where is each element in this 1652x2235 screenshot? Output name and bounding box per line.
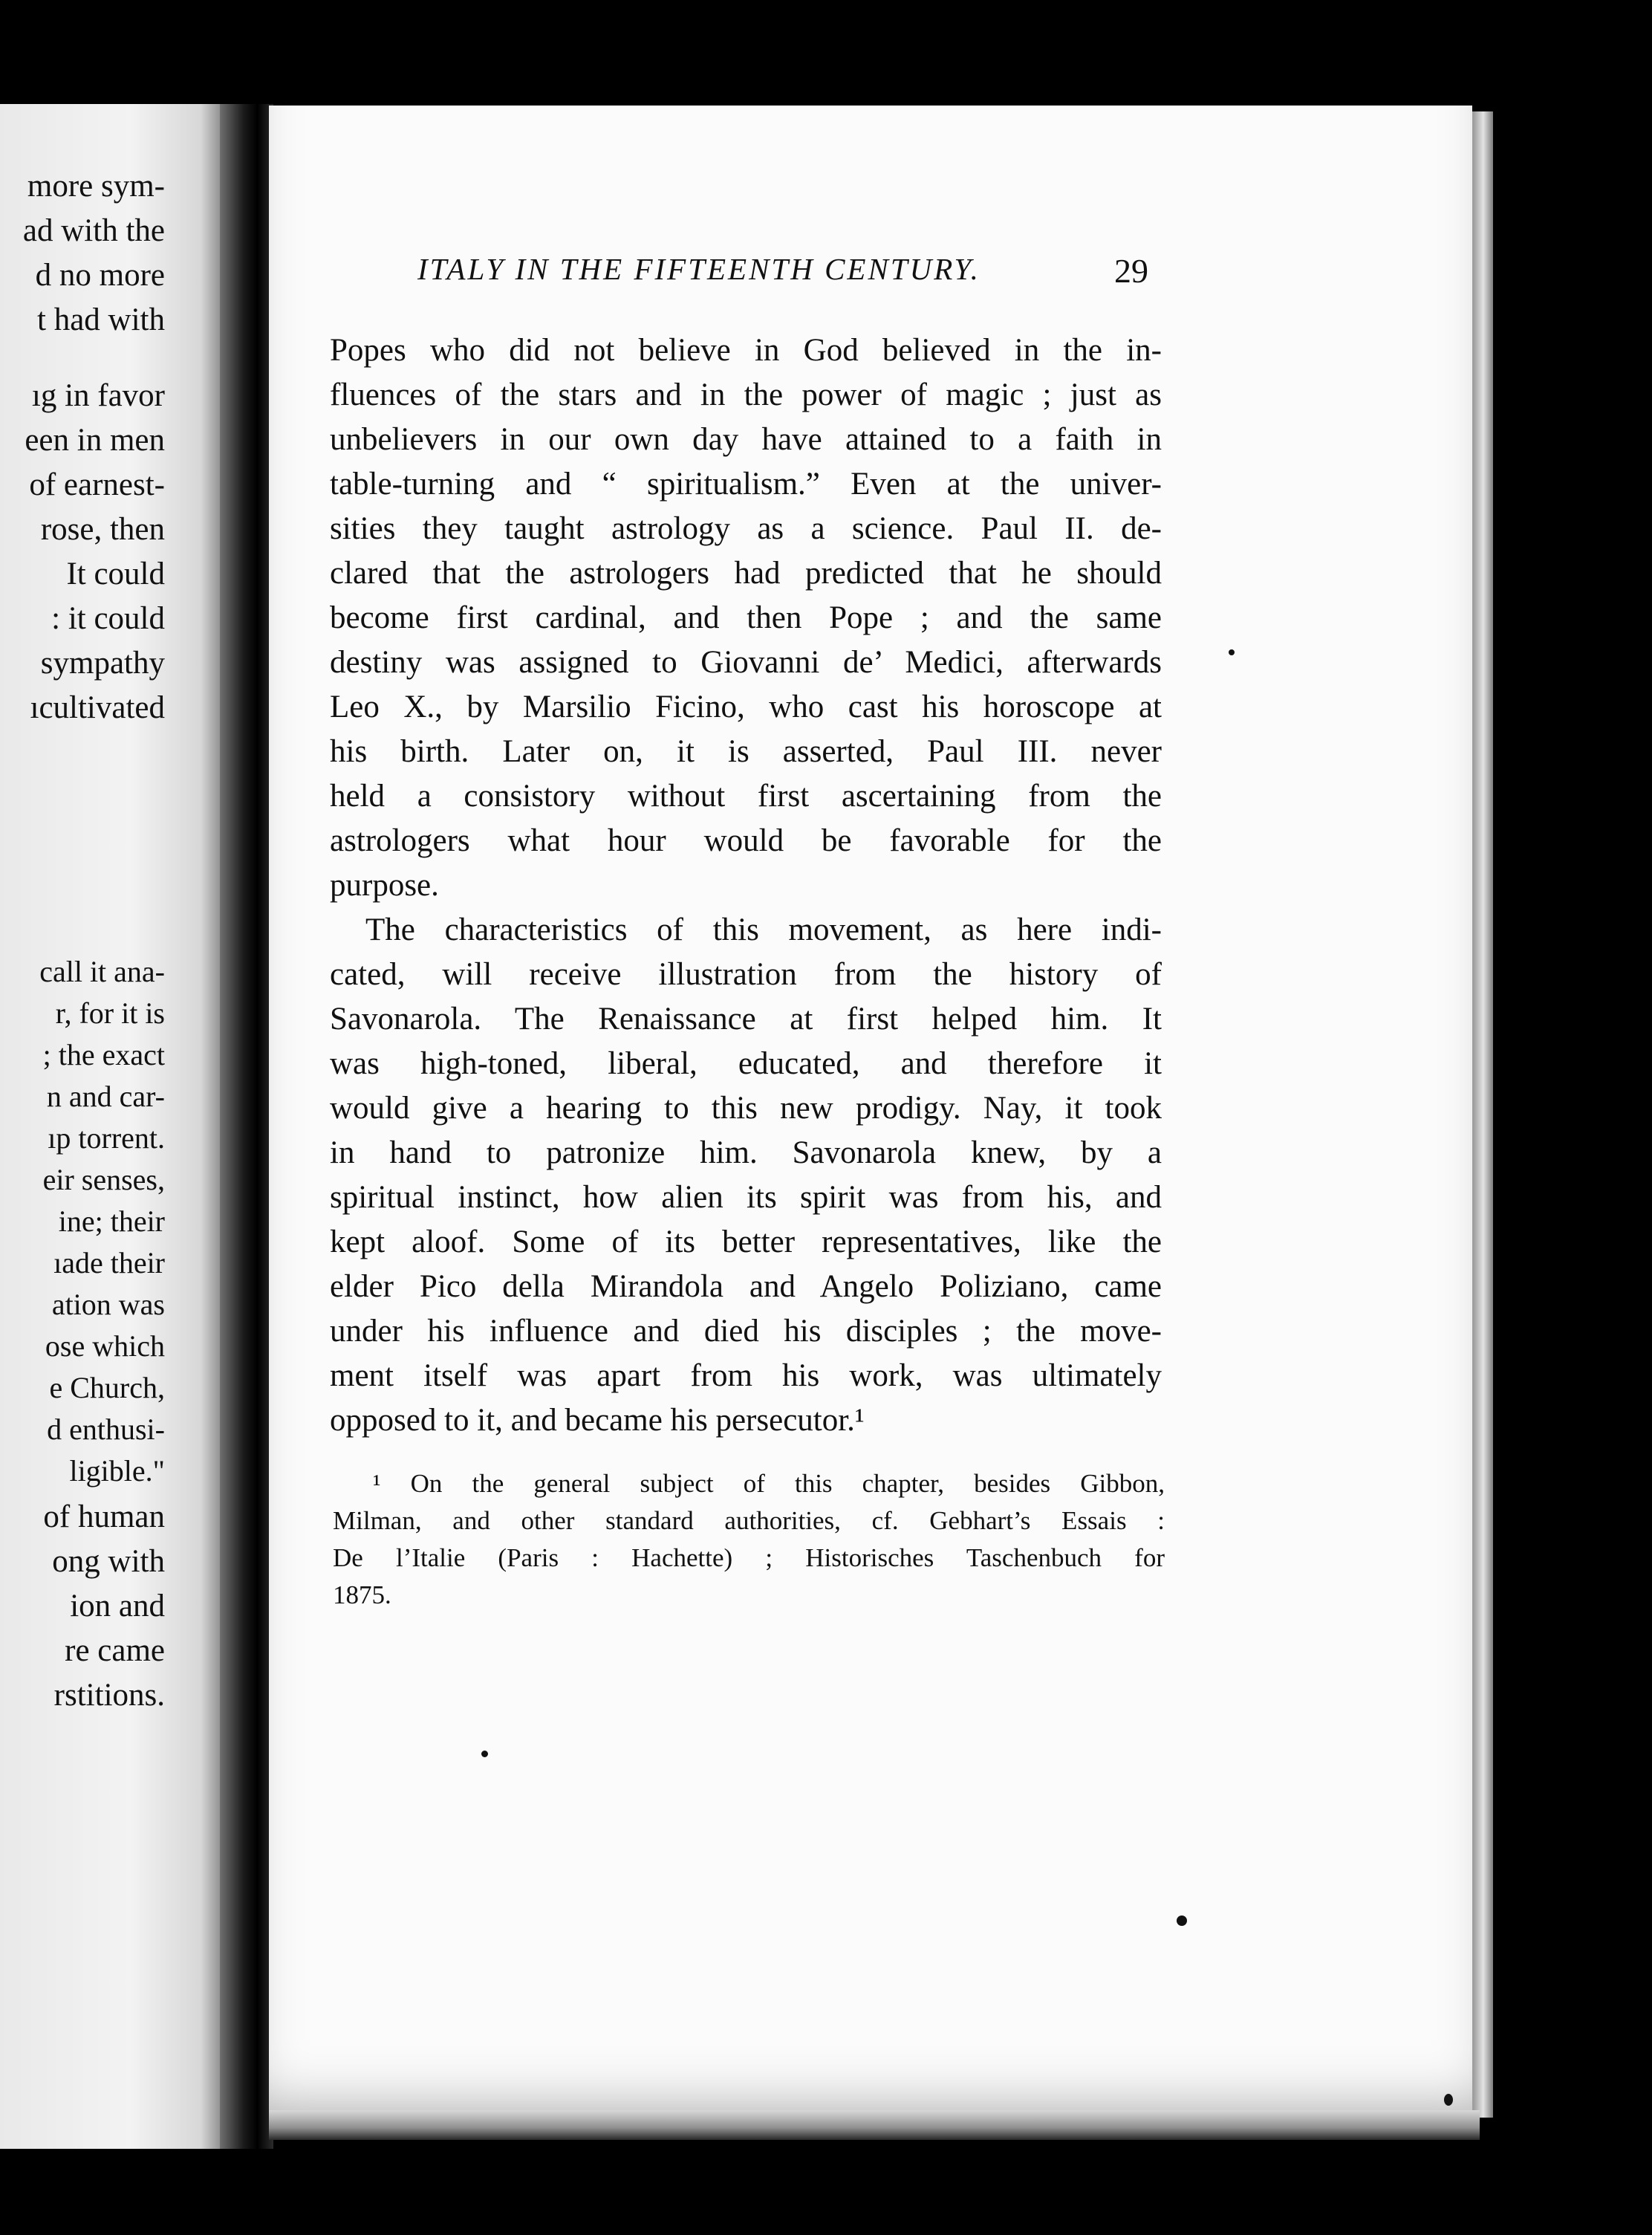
- footnote: [333, 1465, 1165, 1614]
- left-page-line: ıg in favor: [31, 378, 165, 413]
- left-page-line: n and car-: [46, 1080, 165, 1113]
- text-line: purpose.: [330, 868, 439, 903]
- text-line: under his influence and died his disciples ; the move-: [330, 1314, 1162, 1349]
- left-page-line: rstitions.: [53, 1678, 165, 1713]
- scan-speck: [1229, 649, 1235, 655]
- left-page-line: een in men: [25, 423, 165, 458]
- text-line: his birth. Later on, it is asserted, Paul III. never: [330, 734, 1162, 769]
- scan-speck: [1444, 2094, 1453, 2106]
- text-line: destiny was assigned to Giovanni de’ Medici, afterwards: [330, 645, 1162, 680]
- left-page-line: rose, then: [40, 512, 165, 547]
- left-page-line: ose which: [45, 1329, 165, 1363]
- text-line: opposed to it, and became his persecutor.¹: [330, 1403, 865, 1438]
- text-line: fluences of the stars and in the power of magic ; just as: [330, 377, 1162, 412]
- scan-speck: [1177, 1916, 1187, 1926]
- left-page-line: ong with: [52, 1544, 165, 1579]
- left-page-line: ine; their: [58, 1204, 165, 1238]
- footnote-line: ¹ On the general subject of this chapter, besides Gibbon,: [373, 1469, 1165, 1498]
- page-bottom-edge: [269, 2110, 1480, 2140]
- text-line: sities they taught astrology as a science. Paul II. de-: [330, 511, 1162, 546]
- left-page-line: t had with: [37, 302, 165, 337]
- running-head: ITALY IN THE FIFTEENTH CENTURY.: [417, 252, 981, 286]
- text-line: in hand to patronize him. Savonarola knew, by a: [330, 1135, 1162, 1170]
- text-line: Savonarola. The Renaissance at first helped him. It: [330, 1002, 1162, 1037]
- left-page-line: ion and: [70, 1589, 165, 1623]
- book-gutter: [220, 104, 273, 2149]
- left-page-line: d enthusi-: [47, 1412, 165, 1446]
- left-page-line: : it could: [51, 601, 165, 636]
- left-page-line: ligible.": [69, 1454, 165, 1488]
- page-number: 29: [1114, 252, 1148, 290]
- left-page-line: e Church,: [49, 1371, 165, 1404]
- left-page-line: ad with the: [22, 213, 165, 248]
- text-line: astrologers what hour would be favorable for the: [330, 823, 1162, 858]
- left-page-line: It could: [66, 557, 165, 591]
- scan-speck: [481, 1751, 488, 1757]
- text-line: cated, will receive illustration from the history of: [330, 957, 1162, 992]
- left-page-line: ıcultivated: [30, 690, 165, 725]
- body-text: [330, 328, 1162, 1443]
- text-line: ment itself was apart from his work, was ultimately: [330, 1358, 1162, 1393]
- left-page-line: of earnest-: [29, 467, 165, 502]
- text-line: become first cardinal, and then Pope ; and the same: [330, 600, 1162, 635]
- left-facing-page: [0, 104, 236, 2149]
- text-line: was high-toned, liberal, educated, and therefore it: [330, 1046, 1162, 1081]
- text-line: kept aloof. Some of its better representatives, like the: [330, 1224, 1162, 1259]
- left-page-line: re came: [65, 1633, 165, 1668]
- text-line: clared that the astrologers had predicted that he should: [330, 556, 1162, 591]
- footnote-line: 1875.: [333, 1580, 391, 1609]
- text-line: table-turning and “ spiritualism.” Even at the univer-: [330, 467, 1162, 502]
- left-page-line: d no more: [35, 258, 165, 293]
- text-line: held a consistory without first ascertaining from the: [330, 779, 1162, 814]
- footnote-line: De l’Italie (Paris : Hachette) ; Historisches Taschenbuch for: [333, 1543, 1165, 1572]
- left-page-line: ation was: [51, 1288, 165, 1321]
- text-line: Leo X., by Marsilio Ficino, who cast his horoscope at: [330, 690, 1162, 724]
- left-page-line: r, for it is: [55, 996, 165, 1030]
- text-line: Popes who did not believe in God believed in the in-: [330, 333, 1162, 368]
- left-page-line: more sym-: [27, 169, 165, 204]
- text-line: unbelievers in our own day have attained to a faith in: [330, 422, 1162, 457]
- left-page-line: ıade their: [53, 1246, 165, 1279]
- left-page-line: of human: [43, 1499, 165, 1534]
- text-line: The characteristics of this movement, as here indi-: [365, 912, 1162, 947]
- left-page-line: call it ana-: [39, 955, 165, 988]
- text-line: spiritual instinct, how alien its spirit was from his, and: [330, 1180, 1162, 1215]
- left-page-line: ; the exact: [42, 1038, 165, 1071]
- text-line: elder Pico della Mirandola and Angelo Poliziano, came: [330, 1269, 1162, 1304]
- left-page-line: sympathy: [40, 646, 165, 681]
- left-page-line: ıp torrent.: [48, 1121, 165, 1155]
- footnote-line: Milman, and other standard authorities, cf. Gebhart’s Essais :: [333, 1506, 1165, 1535]
- text-line: would give a hearing to this new prodigy. Nay, it took: [330, 1091, 1162, 1126]
- left-page-line: eir senses,: [42, 1163, 165, 1196]
